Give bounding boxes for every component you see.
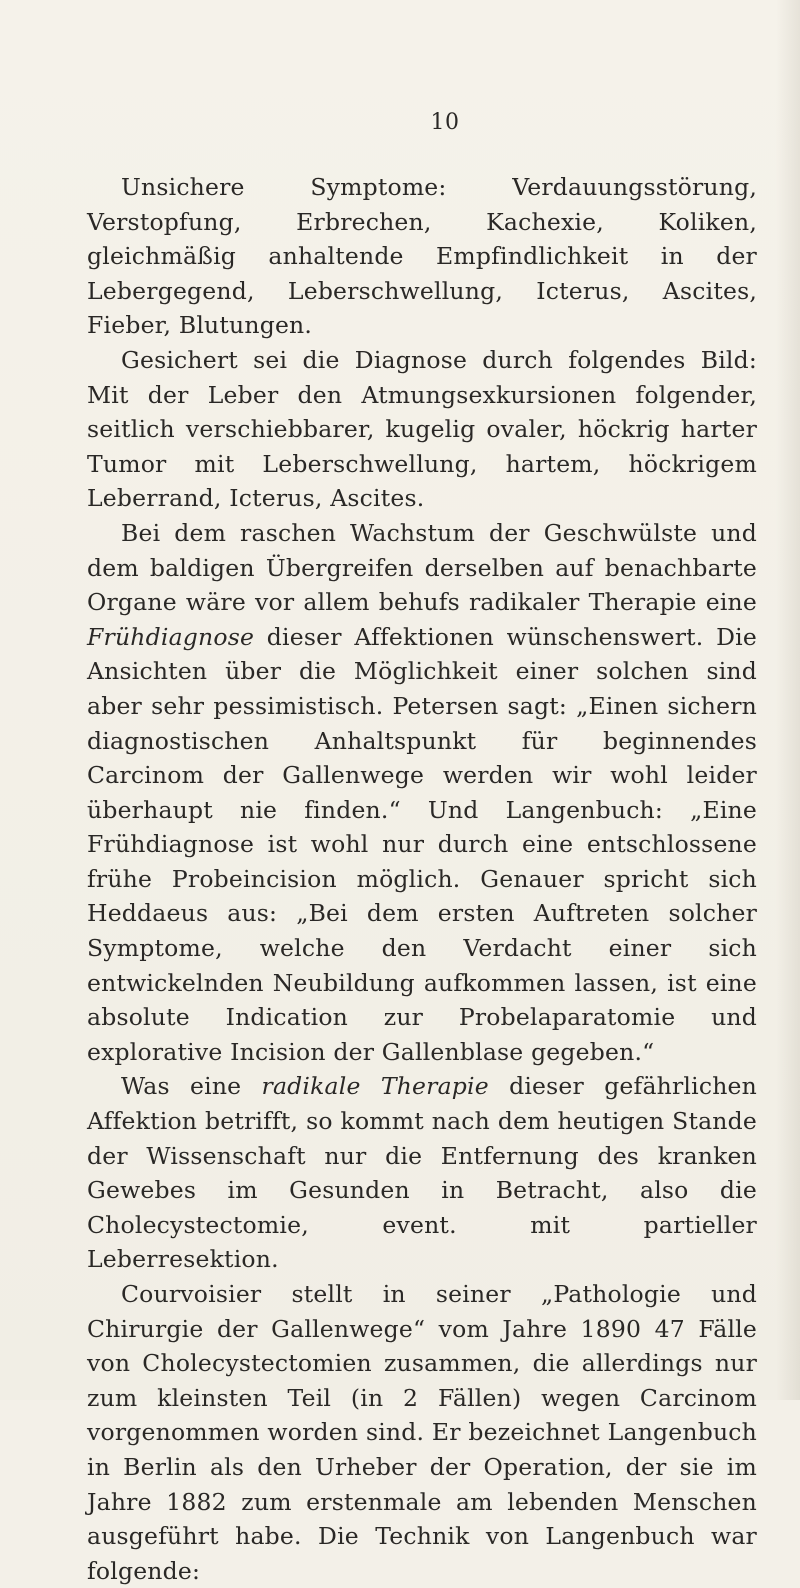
paragraph-unsichere-symptome: Unsichere Symptome: Verdauungsstörung, Verstopfung, Erbrechen, Kachexie, Koliken, gleichmäßig anhaltende Empfindlichkeit in der Lebergegend, Leberschwellung, Icterus, Ascites, Fieber, Blutungen. bbox=[87, 173, 757, 340]
paragraph-courvoisier: Courvoisier stellt in seiner „Pathologie und Chirurgie der Gallenwege“ vom Jahre 1890 47 Fälle von Cholecystectomien zusammen, die allerdings nur zum kleinsten Teil (in 2 Fällen) wegen Carcinom vorgenommen worden sind. Er bezeichnet Langenbuch in Berlin als den Urheber der Operation, der sie im Jahre 1882 zum erstenmale am lebenden Menschen ausgeführt habe. Die Technik von Langenbuch war folgende: bbox=[87, 1280, 757, 1585]
emphasis-fruehdiagnose: Frühdiagnose bbox=[87, 622, 255, 651]
paragraph-fruehdiagnose-text-a: Bei dem raschen Wachstum der Geschwülste und dem baldigen Übergreifen derselben auf benachbarte Organe wäre vor allem behufs radikaler Therapie eine bbox=[87, 518, 757, 617]
paragraph-fruehdiagnose-text-b: dieser Affektionen wünschenswert. Die Ansichten über die Möglichkeit einer solchen sind aber sehr pessimistisch. Petersen sagt: „Einen sichern diagnostischen Anhaltspunkt für beginnendes Carcinom der Gallenwege werden wir wohl leider überhaupt nie finden.“ Und Langenbuch: „Eine Frühdiagnose ist wohl nur durch eine entschlossene frühe Probeincision möglich. Genauer spricht sich Heddaeus aus: „Bei dem ersten Auftreten solcher Symptome, welche den Verdacht einer sich entwickelnden Neubildung aufkommen lassen, ist eine absolute Indication zur Probelaparatomie und explorative Incision der Gallenblase gegeben.“ bbox=[87, 622, 757, 1066]
body-text bbox=[87, 170, 757, 1588]
paragraph-radikale-therapie-text-b: dieser gefährlichen Affektion betrifft, so kommt nach dem heutigen Stande der Wissenschaft nur die Entfernung des kranken Gewebes im Gesunden in Betracht, also die Cholecystectomie, event. mit partieller Leberresektion. bbox=[87, 1072, 757, 1274]
paragraph-radikale-therapie bbox=[87, 1069, 757, 1277]
paragraph-fruehdiagnose bbox=[87, 516, 757, 1070]
paragraph-gesicherte-diagnose: Gesichert sei die Diagnose durch folgendes Bild: Mit der Leber den Atmungsexkursionen folgender, seitlich verschiebbarer, kugelig ovaler, höckrig harter Tumor mit Leberschwellung, hartem, höckrigem Leberrand, Icterus, Ascites. bbox=[87, 345, 757, 513]
page-number: 10 bbox=[430, 110, 460, 135]
paragraph-radikale-therapie-text-a: Was eine bbox=[121, 1072, 262, 1101]
emphasis-radikale-therapie: radikale Therapie bbox=[261, 1072, 489, 1101]
